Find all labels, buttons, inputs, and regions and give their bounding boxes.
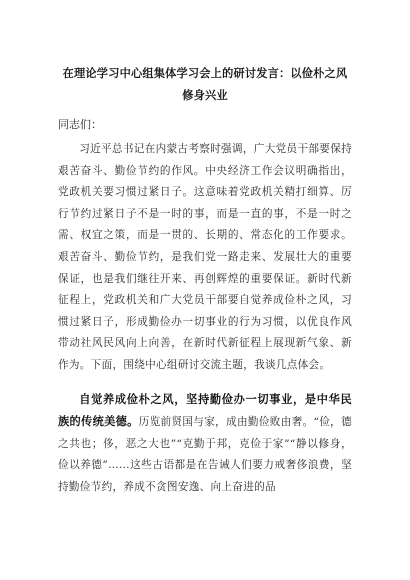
- paragraph-2-lead: 自觉养成俭朴之风，坚持勤俭办一切事业，是中华民族的传统美德。: [58, 391, 352, 429]
- paragraph-1: 习近平总书记在内蒙古考察时强调，广大党员干部要保持艰苦奋斗、勤俭节约的作风。中央经济工作会议明确指出，党政机关要习惯过紧日子。这意味着党政机关精打细算、厉行节约过紧日子不是一时的事，而是一直的事，不是一时之需、权宜之策，而是一贯的、长期的、常态化的工作要求。艰苦奋斗、勤俭节约，是我们党一路走来、发展壮大的重要保证，也是我们继往开来、再创辉煌的重要保证。新时代新征程上，党政机关和广大党员干部要自觉养成俭朴之风，习惯过紧日子，形成勤俭办一切事业的行为习惯，以优良作风带动社风民风向上向善，在新时代新征程上展现新气象、新作为。下面，围绕中心组研讨交流主题，我谈几点体会。: [58, 143, 352, 371]
- title-line-2: 修身兴业: [182, 88, 228, 102]
- paragraph-2-body: 历览前贤国与家，成由勤俭败由奢。“俭，德之共也；侈，恶之大也”“克勤于邦，克俭于家”“静以修身，俭以养德”……这些古语都是在告诫人们要力戒奢侈浪费，坚持勤俭节约，养成不贪图安逸、向上奋进的品: [58, 416, 352, 493]
- document-title: [58, 62, 352, 106]
- title-line-1: 在理论学习中心组集体学习会上的研讨发言：以俭朴之风: [62, 66, 348, 80]
- paragraph-2: [58, 389, 352, 499]
- salutation: 同志们：: [58, 118, 102, 131]
